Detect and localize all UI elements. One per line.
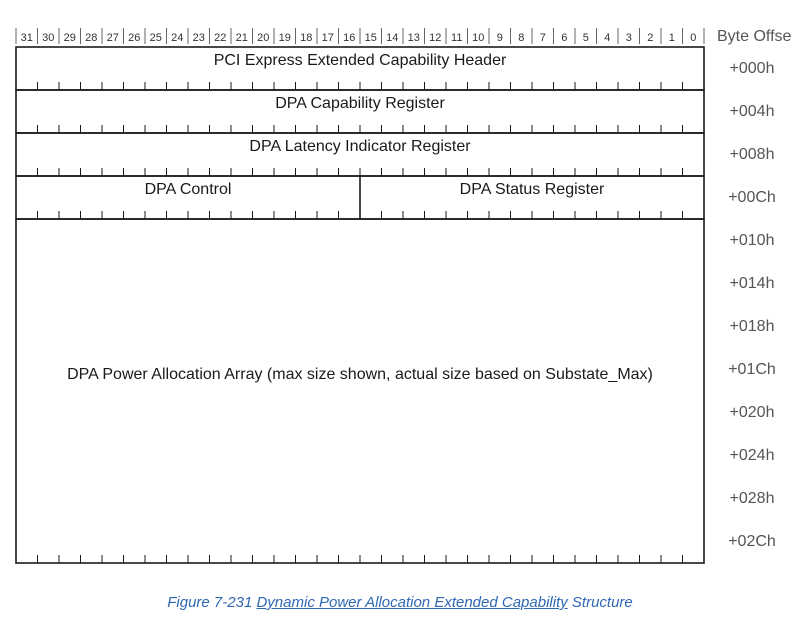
bit-number-label: 30 [42,32,55,44]
bit-number-label: 16 [343,32,356,44]
bit-number-label: 9 [496,32,503,44]
byte-offset-label: +02Ch [728,533,776,550]
byte-offset-label: +018h [729,318,775,335]
register-field-label: DPA Latency Indicator Register [249,138,471,155]
bit-number-label: 14 [386,32,399,44]
byte-offset-label: +014h [729,275,775,292]
register-row [16,90,704,133]
figure-number: Figure 7-231 [167,594,253,611]
register-field-label: PCI Express Extended Capability Header [213,52,507,69]
array-block-label: DPA Power Allocation Array (max size shown, actual size based on Substate_Max) [67,366,653,383]
byte-offset-column [728,60,776,550]
bit-number-label: 6 [561,32,568,44]
bit-number-label: 10 [472,32,485,44]
register-field-label: DPA Capability Register [275,95,445,112]
bit-number-label: 21 [235,32,248,44]
register-row [16,47,704,90]
bit-number-label: 15 [364,32,377,44]
register-field-label: DPA Status Register [459,181,605,198]
byte-offset-label: +020h [729,404,775,421]
bit-number-label: 0 [690,32,697,44]
bit-number-label: 5 [582,32,589,44]
bit-number-label: 23 [192,32,205,44]
bit-number-label: 26 [128,32,141,44]
figure-caption [0,594,800,611]
array-block-box [16,219,704,563]
bit-number-label: 22 [214,32,227,44]
bit-number-label: 18 [300,32,313,44]
register-row [16,176,704,219]
figure-title-link[interactable]: Dynamic Power Allocation Extended Capability [256,594,568,611]
figure-title-suffix: Structure [567,594,633,611]
bit-number-label: 28 [85,32,98,44]
byte-offset-label: +000h [729,60,775,77]
bit-number-label: 11 [451,32,463,44]
power-allocation-array [16,219,704,563]
byte-offset-label: +004h [729,103,775,120]
bit-number-label: 27 [106,32,119,44]
byte-offset-label: +01Ch [728,361,776,378]
bit-number-label: 12 [429,32,442,44]
bit-number-label: 20 [257,32,270,44]
byte-offset-label: +024h [729,447,775,464]
register-row [16,133,704,176]
bit-number-label: 17 [321,32,334,44]
bit-number-label: 19 [278,32,291,44]
bit-number-label: 8 [518,32,525,44]
register-rows [16,47,704,219]
byte-offset-label: +008h [729,146,775,163]
bit-number-label: 13 [407,32,420,44]
bit-number-label: 31 [20,32,33,44]
byte-offset-label: +00Ch [728,189,776,206]
byte-offset-label: +028h [729,490,775,507]
bit-number-label: 7 [539,32,546,44]
register-field-label: DPA Control [144,181,232,198]
bit-number-label: 4 [604,32,611,44]
bit-number-ruler [16,28,704,44]
bit-number-label: 25 [149,32,162,44]
byte-offset-label: +010h [729,232,775,249]
bit-number-label: 24 [171,32,184,44]
bit-number-label: 1 [668,32,675,44]
bit-number-label: 29 [63,32,76,44]
byte-offset-header: Byte Offse [717,28,792,45]
bit-number-label: 3 [625,32,632,44]
bit-number-label: 2 [647,32,654,44]
